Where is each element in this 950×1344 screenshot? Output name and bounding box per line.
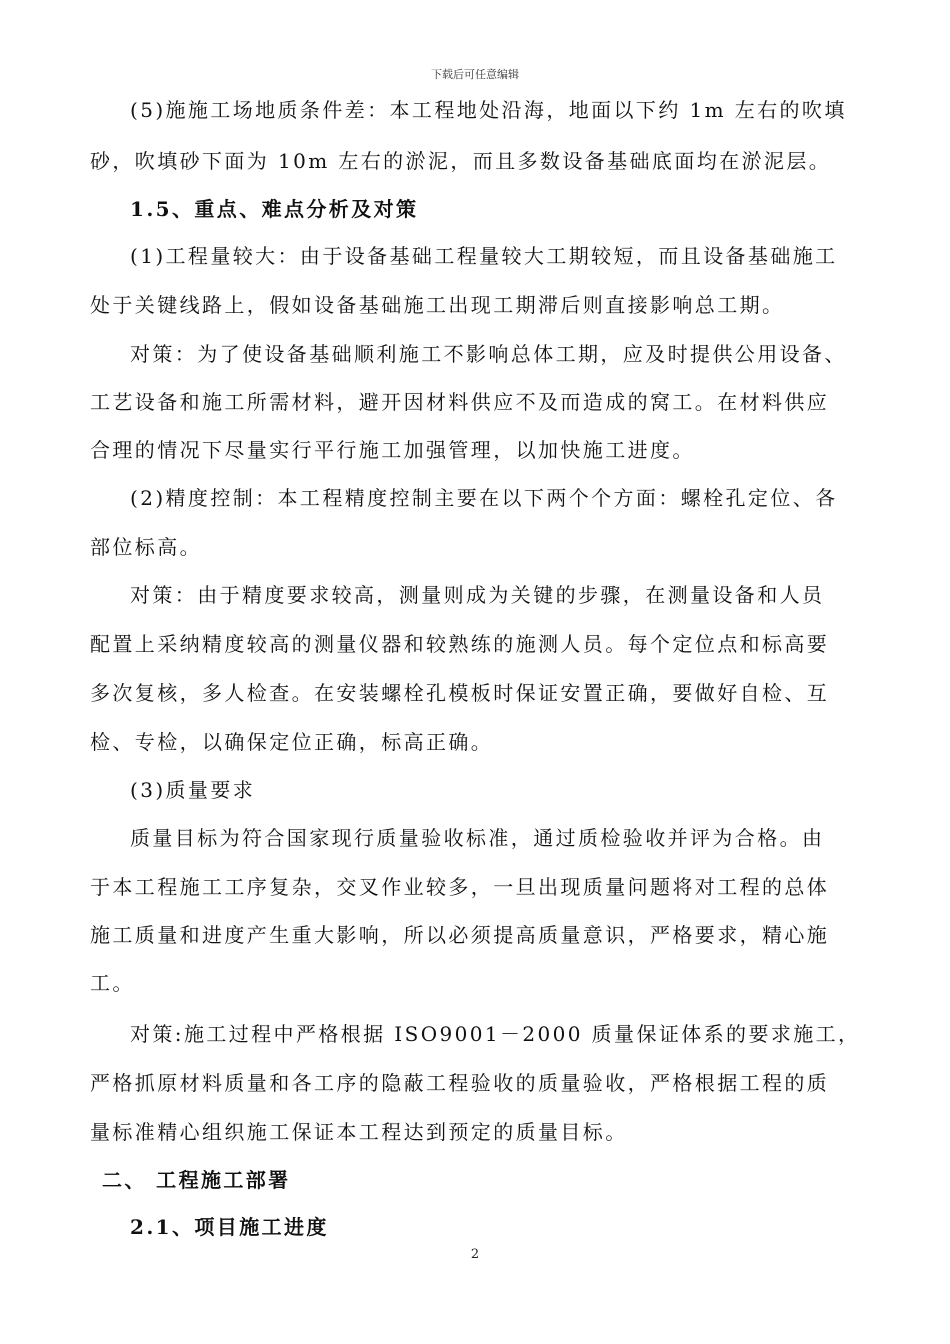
paragraph-line: 质量目标为符合国家现行质量验收标准，通过质检验收并评为合格。由 bbox=[130, 826, 825, 850]
paragraph-line: 工艺设备和施工所需材料，避开因材料供应不及而造成的窝工。在材料供应 bbox=[90, 390, 830, 414]
paragraph-line: 合理的情况下尽量实行平行施工加强管理，以加快施工进度。 bbox=[90, 438, 695, 462]
paragraph-line: 砂，吹填砂下面为 10m 左右的淤泥，而且多数设备基础底面均在淤泥层。 bbox=[90, 149, 832, 173]
paragraph-line: (1)工程量较大：由于设备基础工程量较大工期较短，而且设备基础施工 bbox=[130, 244, 838, 268]
paragraph-line: 部位标高。 bbox=[90, 535, 202, 559]
page-number: 2 bbox=[470, 1247, 480, 1262]
section-heading: 2.1、项目施工进度 bbox=[130, 1215, 329, 1239]
paragraph-line: (3)质量要求 bbox=[130, 778, 256, 802]
paragraph-line: 严格抓原材料质量和各工序的隐蔽工程验收的质量验收，严格根据工程的质 bbox=[90, 1071, 830, 1095]
paragraph-line: 处于关键线路上，假如设备基础施工出现工期滞后则直接影响总工期。 bbox=[90, 293, 785, 317]
paragraph-line: (2)精度控制：本工程精度控制主要在以下两个个方面：螺栓孔定位、各 bbox=[130, 486, 838, 510]
section-heading: 1.5、重点、难点分析及对策 bbox=[130, 197, 419, 221]
page-header: 下载后可任意编辑 bbox=[431, 68, 519, 81]
paragraph-line: 检、专检，以确保定位正确，标高正确。 bbox=[90, 730, 494, 754]
paragraph-line: 多次复核，多人检查。在安装螺栓孔模板时保证安置正确，要做好自检、互 bbox=[90, 681, 830, 705]
chapter-heading: 二、 工程施工部署 bbox=[102, 1168, 291, 1192]
paragraph-line: (5)施施工场地质条件差：本工程地处沿海，地面以下约 1m 左右的吹填 bbox=[130, 98, 847, 122]
paragraph-line: 施工质量和进度产生重大影响，所以必须提高质量意识，严格要求，精心施 bbox=[90, 923, 830, 947]
paragraph-line: 对策：由于精度要求较高，测量则成为关键的步骤，在测量设备和人员 bbox=[130, 583, 825, 607]
paragraph-line: 对策:施工过程中严格根据 ISO9001－2000 质量保证体系的要求施工， bbox=[130, 1022, 861, 1046]
paragraph-line: 工。 bbox=[90, 971, 135, 995]
paragraph-line: 配置上采纳精度较高的测量仪器和较熟练的施测人员。每个定位点和标高要 bbox=[90, 632, 830, 656]
paragraph-line: 量标准精心组织施工保证本工程达到预定的质量目标。 bbox=[90, 1120, 628, 1144]
paragraph-line: 于本工程施工工序复杂，交叉作业较多，一旦出现质量问题将对工程的总体 bbox=[90, 875, 830, 899]
paragraph-line: 对策：为了使设备基础顺利施工不影响总体工期，应及时提供公用设备、 bbox=[130, 342, 847, 366]
